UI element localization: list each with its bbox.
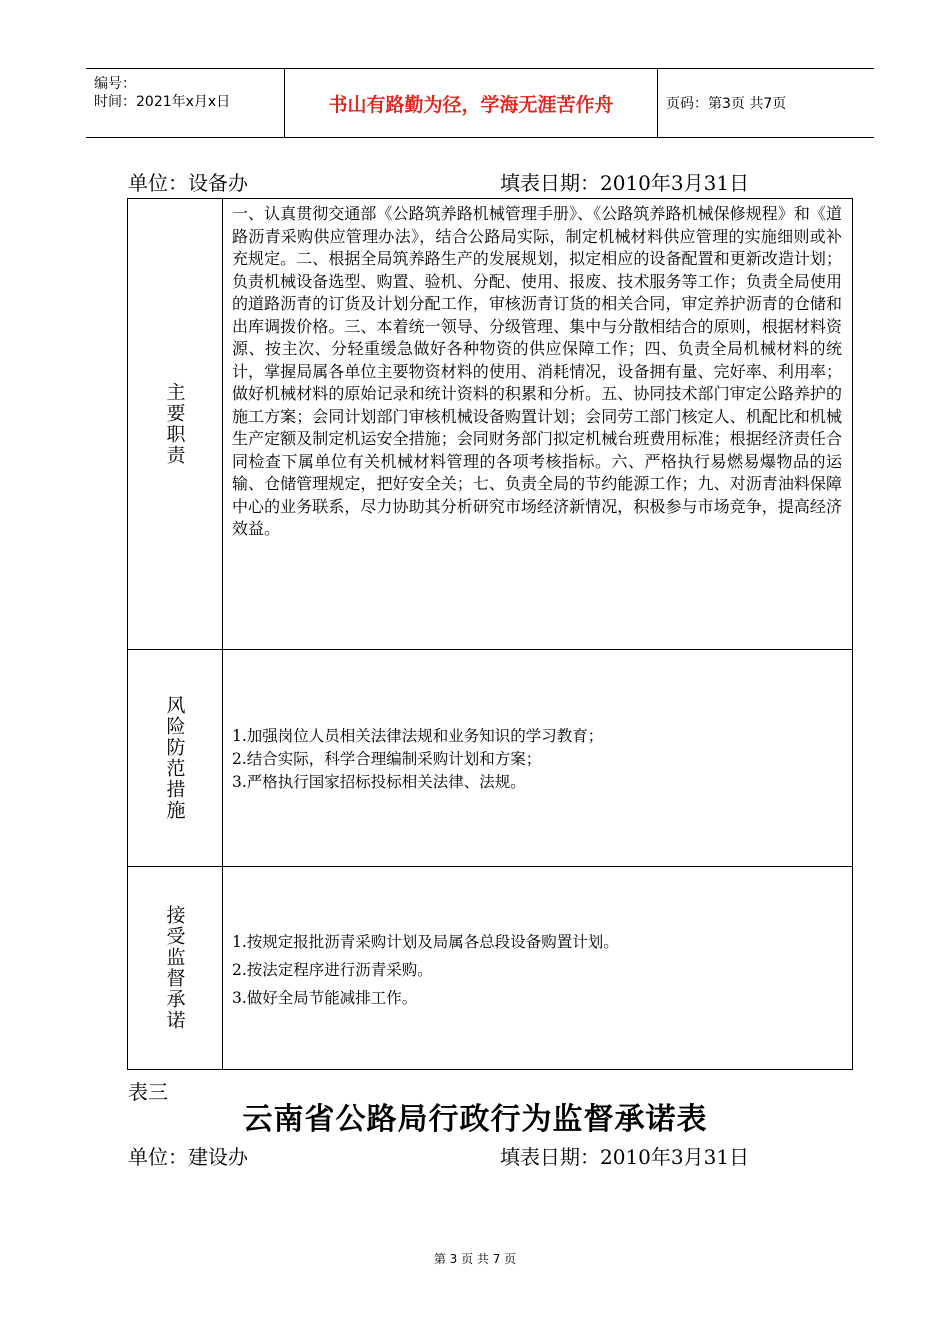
list-item: 2.按法定程序进行沥青采购。	[232, 961, 433, 979]
fill-date: 填表日期：2010年3月31日	[500, 1145, 750, 1169]
list-item: 3.严格执行国家招标投标相关法律、法规。	[232, 773, 526, 791]
list-item: 2.结合实际，科学合理编制采购计划和方案；	[232, 750, 542, 768]
motto: 书山有路勤为径，学海无涯苦作舟	[285, 69, 658, 137]
table-row	[128, 199, 852, 650]
duty-table	[127, 198, 853, 1070]
unit-line-top	[128, 167, 750, 196]
page-header	[86, 68, 874, 138]
header-meta-cell	[86, 69, 285, 137]
form-title: 云南省公路局行政行为监督承诺表	[242, 1102, 708, 1137]
row-label: 主要职责	[163, 382, 186, 466]
page-footer: 第 3 页 共 7 页	[433, 1252, 517, 1266]
duties-paragraph: 一、认真贯彻交通部《公路筑养路机械管理手册》、《公路筑养路机械保修规程》和《道路沥青采购供应管理办法》，结合公路局实际，制定机械材料供应管理的实施细则或补充规定。二、根据全局筑养路生产的发展规划，拟定相应的设备配置和更新改造计划；负责机械设备选型、购置、验机、分配、使用、报废、技术服务等工作；负责全局使用的道路沥青的订货及计划分配工作，审核沥青订货的相关合同，审定养护沥青的仓储和出库调拨价格。三、本着统一领导、分级管理、集中与分散相结合的原则，根据材料资源、按主次、分轻重缓急做好各种物资的供应保障工作；四、负责全局机械材料的统计，掌握局属各单位主要物资材料的使用、消耗情况，设备拥有量、完好率、利用率；做好机械材料的原始记录和统计资料的积累和分析。五、协同技术部门审定公路养护的施工方案；会同计划部门审核机械设备购置计划；会同劳工部门核定人、机配比和机械生产定额及制定机运安全措施；会同财务部门拟定机械台班费用标准；根据经济责任合同检查下属单位有关机械材料管理的各项考核指标。六、严格执行易燃易爆物品的运输、仓储管理规定，把好安全关；七、负责全局的节约能源工作；九、对沥青油料保障中心的业务联系，尽力协助其分析研究市场经济新情况，积极参与市场竞争，提高经济效益。	[232, 204, 842, 538]
list-item: 1.按规定报批沥青采购计划及局属各总段设备购置计划。	[232, 933, 619, 951]
time-label: 时间：2021年x月x日	[94, 94, 231, 110]
table-row	[128, 867, 852, 1069]
unit-line-bottom	[128, 1141, 750, 1170]
list-item: 3.做好全局节能减排工作。	[232, 989, 418, 1007]
row-label-cell	[128, 867, 223, 1069]
duties-text	[232, 203, 842, 541]
risk-measures-list	[232, 725, 842, 794]
list-item: 1.加强岗位人员相关法律法规和业务知识的学习教育；	[232, 727, 604, 745]
supervision-commitments-list	[232, 928, 842, 1012]
row-label: 风险防范措施	[163, 695, 186, 821]
row-label: 接受监督承诺	[163, 905, 186, 1031]
fill-date: 填表日期：2010年3月31日	[500, 171, 750, 195]
row-label-cell	[128, 650, 223, 866]
table-row	[128, 650, 852, 867]
number-label: 编号：	[94, 76, 136, 92]
unit-name: 单位：设备办	[128, 171, 248, 195]
table-label: 表三	[128, 1080, 168, 1104]
unit-name: 单位：建设办	[128, 1145, 248, 1169]
row-label-cell	[128, 199, 223, 649]
page-info: 页码：第3页 共7页	[666, 96, 787, 112]
